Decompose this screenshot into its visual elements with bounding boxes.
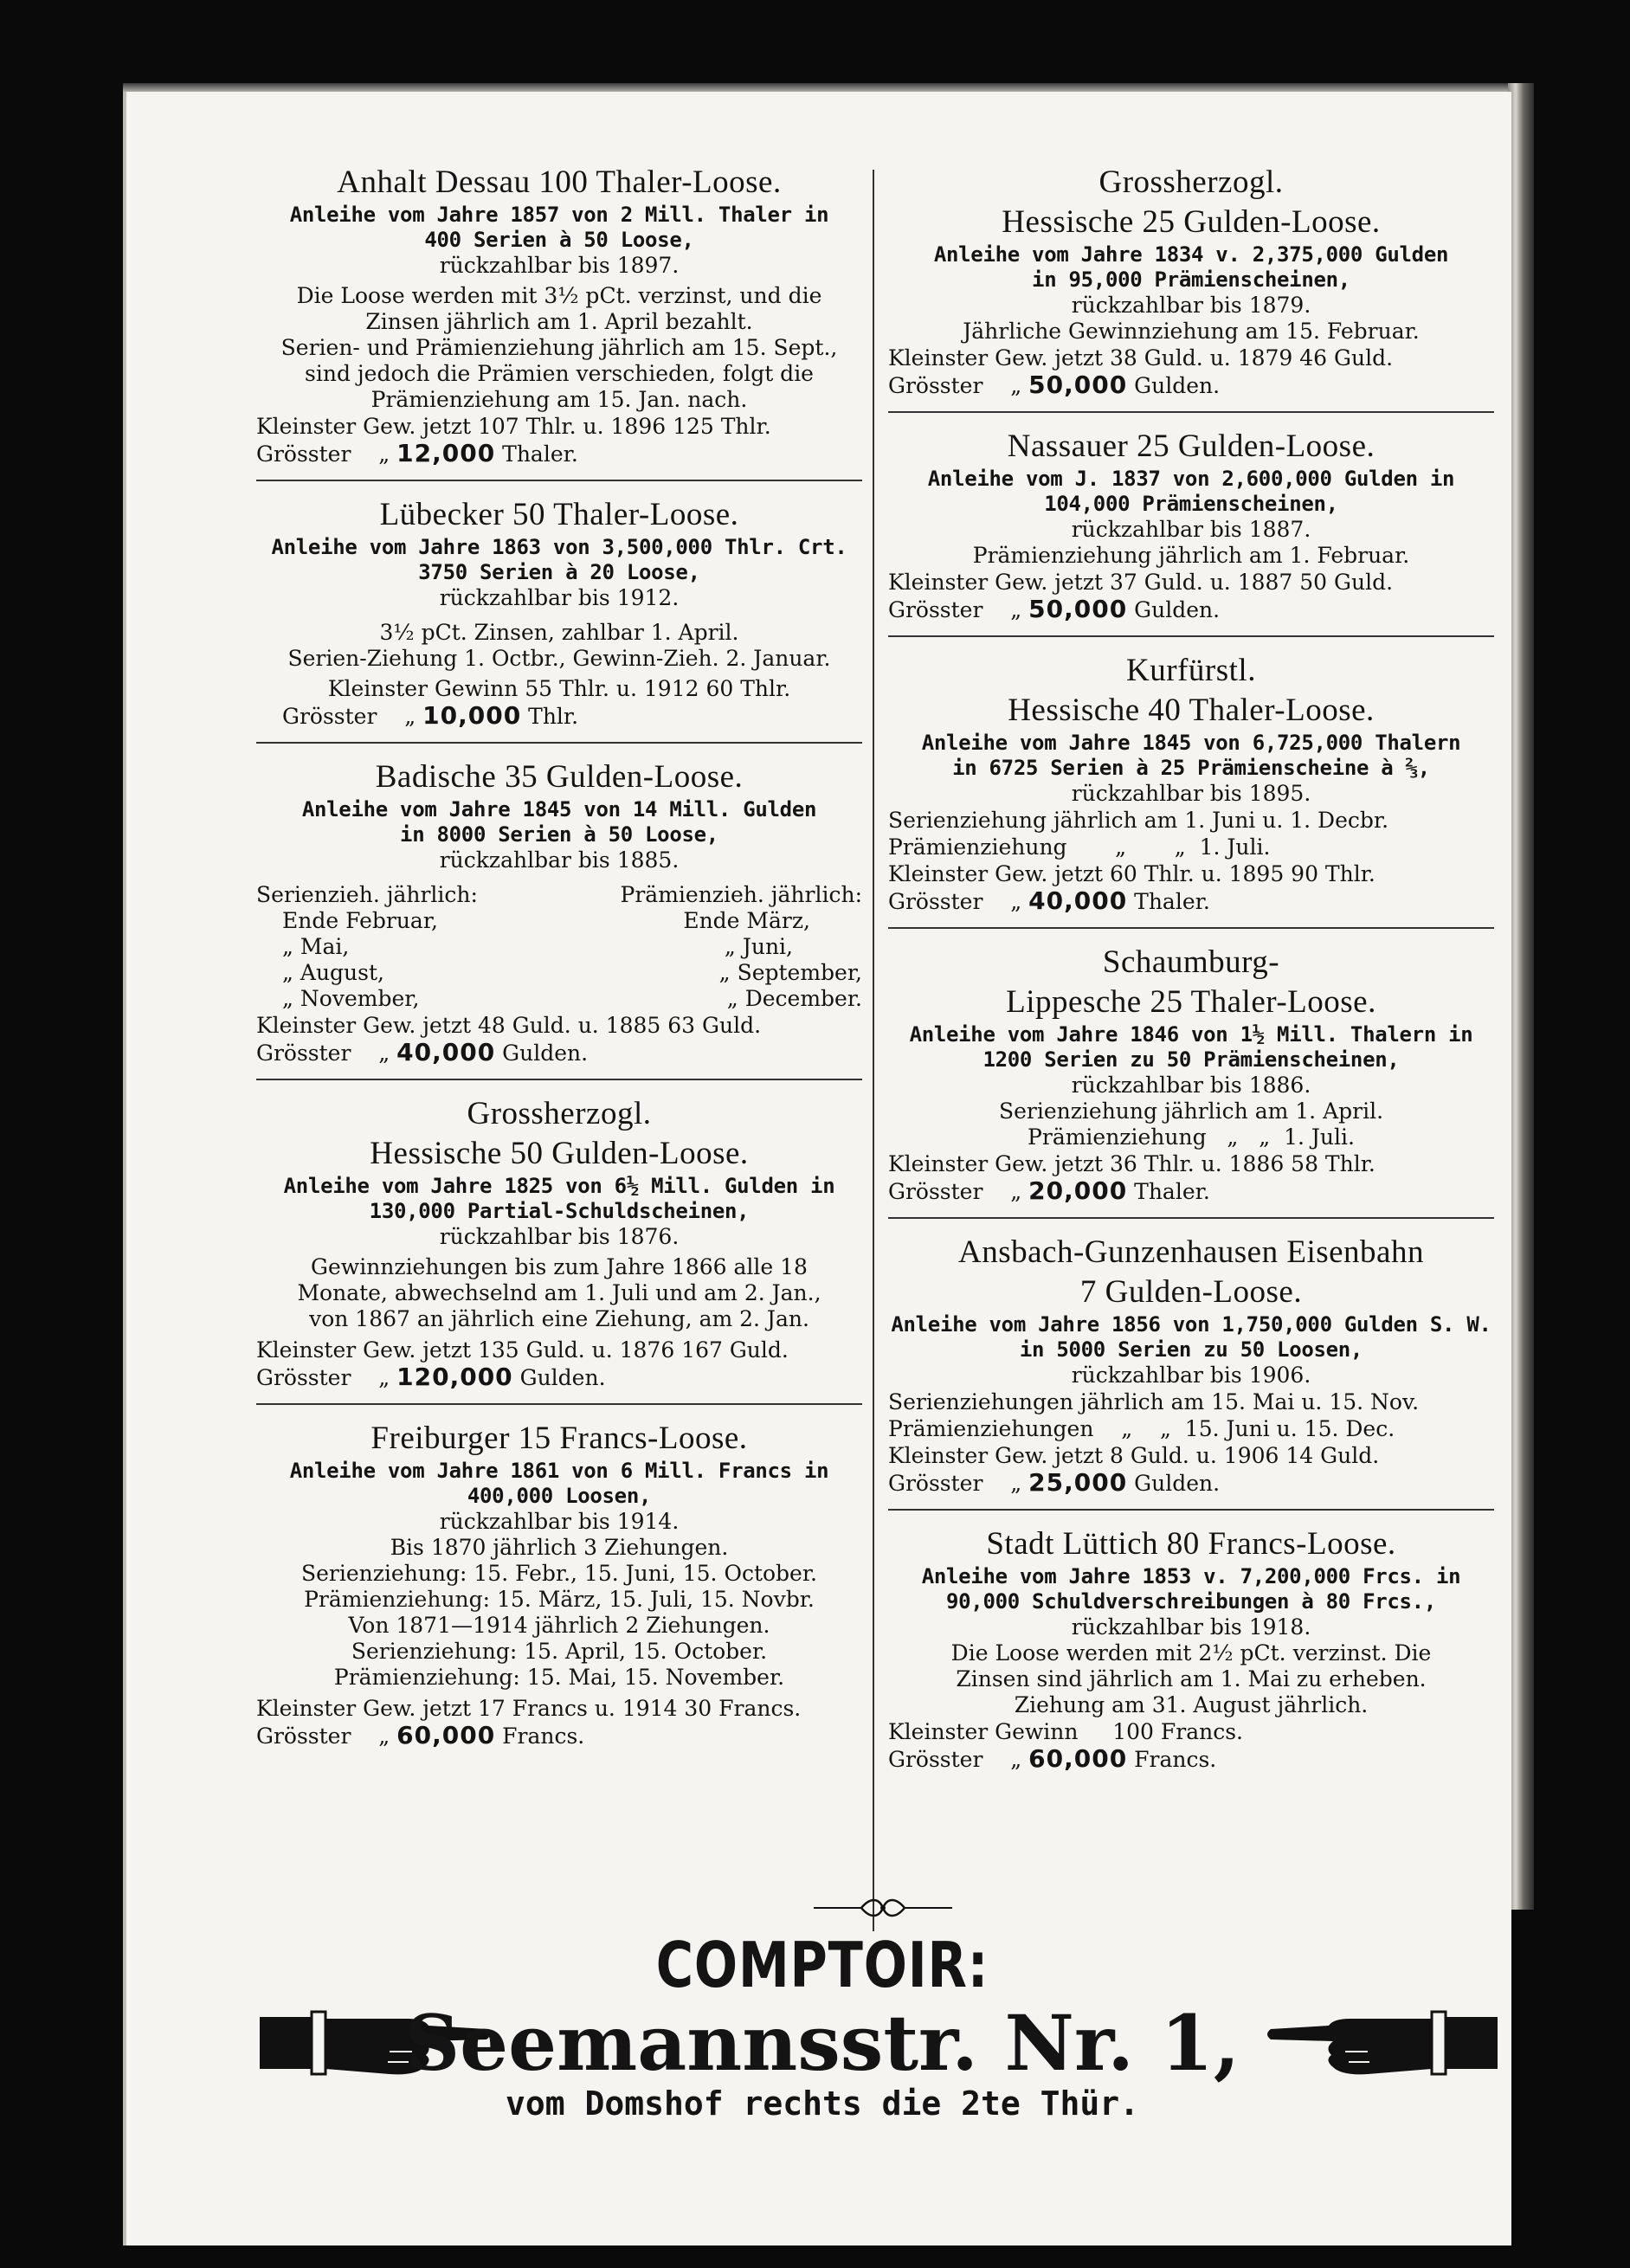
- lottery-hessen-50: [256, 1094, 862, 1391]
- text-line: Ziehung am 31. August jährlich.: [1014, 1692, 1369, 1717]
- section-separator: [888, 411, 1494, 413]
- text-line: Bis 1870 jährlich 3 Ziehungen.: [390, 1535, 729, 1560]
- loan-heading: Anleihe vom Jahre 1863 von 3,500,000 Thlr. Crt.: [271, 535, 847, 559]
- section-title: Grossherzogl.: [1098, 164, 1284, 200]
- section-title: Anhalt Dessau 100 Thaler-Loose.: [337, 164, 782, 200]
- section-separator: [888, 1217, 1494, 1219]
- lottery-baden: [256, 757, 862, 1066]
- text-line: Prämienziehung „ „ 1. Juli.: [1028, 1124, 1355, 1150]
- text-line: Die Loose werden mit 2½ pCt. verzinst. Die: [950, 1640, 1432, 1666]
- largest-prize: Grösster „ 40,000 Gulden.: [256, 1038, 589, 1066]
- text-line: Prämienziehung „ „ 1. Juli.: [888, 834, 1271, 860]
- lottery-hessen-25: [888, 163, 1494, 399]
- loan-heading: 400 Serien à 50 Loose,: [424, 228, 694, 252]
- largest-prize: Grösster „ 60,000 Francs.: [256, 1721, 585, 1749]
- loan-heading: 3750 Serien à 20 Loose,: [418, 560, 700, 584]
- largest-prize-value: 25,000: [1028, 1468, 1128, 1497]
- loan-heading: in 6725 Serien à 25 Prämienscheine à ⅔,: [952, 756, 1430, 780]
- loan-heading: Anleihe vom Jahre 1856 von 1,750,000 Gulden S. W.: [891, 1312, 1491, 1337]
- largest-prize-value: 50,000: [1028, 595, 1128, 623]
- largest-prize-value: 40,000: [1028, 886, 1128, 915]
- draw-schedule: Serienzieh. jährlich: Prämienzieh. jährlich: Ende Februar, Ende März, „ Mai, „ Juni, „ August, „ September, „ November, „ December.: [256, 882, 862, 1011]
- largest-prize: Grösster „ 50,000 Gulden.: [888, 595, 1221, 623]
- repayment-line: rückzahlbar bis 1886.: [1071, 1073, 1311, 1098]
- largest-prize: Grösster „ 10,000 Thlr.: [282, 701, 579, 730]
- section-title: Stadt Lüttich 80 Francs-Loose.: [986, 1526, 1396, 1562]
- largest-prize-value: 40,000: [396, 1038, 496, 1066]
- text-line: Jährliche Gewinnziehung am 15. Februar.: [963, 319, 1420, 344]
- repayment-line: rückzahlbar bis 1876.: [439, 1224, 680, 1249]
- prize-draw-heading: Prämienzieh. jährlich:: [620, 882, 862, 907]
- largest-prize-value: 60,000: [1028, 1744, 1128, 1773]
- text-line: Gewinnziehungen bis zum Jahre 1866 alle 18: [311, 1254, 808, 1279]
- repayment-line: rückzahlbar bis 1914.: [439, 1509, 680, 1534]
- text-line: Serienziehung jährlich am 1. Juni u. 1. Decbr.: [888, 808, 1389, 833]
- smallest-prize: Kleinster Gew. jetzt 36 Thlr. u. 1886 58 Thlr.: [888, 1151, 1376, 1176]
- loan-heading: Anleihe vom Jahre 1846 von 1½ Mill. Thalern in: [909, 1022, 1473, 1047]
- section-separator: [256, 1403, 862, 1405]
- column-divider: [873, 170, 874, 1931]
- smallest-prize: Kleinster Gewinn 55 Thlr. u. 1912 60 Thlr.: [327, 676, 791, 701]
- series-draw-heading: Serienzieh. jährlich:: [256, 882, 478, 907]
- largest-prize: Grösster „ 25,000 Gulden.: [888, 1468, 1221, 1497]
- comptoir-heading: COMPTOIR:: [655, 1929, 989, 2001]
- section-title: Hessische 40 Thaler-Loose.: [1008, 693, 1375, 728]
- text-line: Monate, abwechselnd am 1. Juli und am 2. Jan.,: [297, 1280, 821, 1305]
- largest-prize-value: 50,000: [1028, 370, 1128, 399]
- text-line: sind jedoch die Prämien verschieden, folgt die: [305, 361, 814, 386]
- smallest-prize: Kleinster Gew. jetzt 37 Guld. u. 1887 50 Guld.: [888, 570, 1394, 595]
- text-line: Prämienziehung: 15. März, 15. Juli, 15. Novbr.: [304, 1587, 815, 1612]
- lottery-schaumburg: [888, 943, 1494, 1205]
- address-line: Seemannsstr. Nr. 1,: [404, 1998, 1240, 2088]
- loan-heading: 130,000 Partial-Schuldscheinen,: [369, 1199, 750, 1223]
- section-title: Kurfürstl.: [1126, 653, 1256, 688]
- largest-prize: Grösster „ 50,000 Gulden.: [888, 370, 1221, 399]
- smallest-prize: Kleinster Gew. jetzt 38 Guld. u. 1879 46 Guld.: [888, 345, 1394, 370]
- ornament-icon: [814, 1898, 952, 1918]
- section-separator: [888, 927, 1494, 929]
- smallest-prize: Kleinster Gewinn 100 Francs.: [888, 1719, 1243, 1744]
- text-line: Prämienziehungen „ „ 15. Juni u. 15. Dec.: [888, 1416, 1395, 1441]
- text-line: Serienziehungen jährlich am 15. Mai u. 15. Nov.: [888, 1389, 1420, 1414]
- loan-heading: in 5000 Serien zu 50 Loosen,: [1019, 1337, 1363, 1362]
- repayment-line: rückzahlbar bis 1879.: [1071, 293, 1311, 318]
- section-title: Schaumburg-: [1102, 944, 1280, 980]
- section-title: Grossherzogl.: [467, 1096, 652, 1131]
- text-line: Serienziehung: 15. April, 15. October.: [351, 1639, 768, 1664]
- smallest-prize: Kleinster Gew. jetzt 8 Guld. u. 1906 14 Guld.: [888, 1443, 1380, 1468]
- largest-prize-value: 10,000: [422, 701, 522, 730]
- text-line: Serienziehung: 15. Febr., 15. Juni, 15. October.: [301, 1561, 817, 1586]
- lottery-nassau: [888, 427, 1494, 623]
- pointing-hand-left-icon: [1264, 2000, 1498, 2086]
- left-column: [256, 163, 862, 1749]
- text-line: Serien-Ziehung 1. Octbr., Gewinn-Zieh. 2. Januar.: [287, 646, 831, 671]
- page-side-edge: [1508, 83, 1534, 1910]
- largest-prize: Grösster „ 12,000 Thaler.: [256, 439, 578, 467]
- lottery-freiburg: [256, 1419, 862, 1749]
- section-separator: [256, 742, 862, 744]
- repayment-line: rückzahlbar bis 1918.: [1071, 1614, 1311, 1640]
- section-title: Lippesche 25 Thaler-Loose.: [1006, 984, 1376, 1020]
- lottery-luebeck: [256, 495, 862, 730]
- text-line: Die Loose werden mit 3½ pCt. verzinst, und die: [296, 283, 822, 308]
- repayment-line: rückzahlbar bis 1897.: [439, 253, 680, 278]
- section-title: Ansbach-Gunzenhausen Eisenbahn: [958, 1234, 1424, 1270]
- loan-heading: Anleihe vom Jahre 1861 von 6 Mill. Francs in: [289, 1459, 829, 1483]
- loan-heading: Anleihe vom Jahre 1834 v. 2,375,000 Gulden: [933, 242, 1449, 267]
- loan-heading: 400,000 Loosen,: [467, 1484, 652, 1508]
- section-title: Badische 35 Gulden-Loose.: [375, 759, 744, 795]
- document-page: [123, 92, 1511, 2245]
- largest-prize: Grösster „ 120,000 Gulden.: [256, 1363, 606, 1391]
- loan-heading: 90,000 Schuldverschreibungen à 80 Frcs.,: [946, 1589, 1436, 1614]
- largest-prize: Grösster „ 40,000 Thaler.: [888, 886, 1210, 915]
- repayment-line: rückzahlbar bis 1906.: [1071, 1363, 1311, 1388]
- section-title: Lübecker 50 Thaler-Loose.: [379, 497, 739, 532]
- right-column: [888, 163, 1494, 1773]
- text-line: 3½ pCt. Zinsen, zahlbar 1. April.: [379, 620, 739, 645]
- text-line: Prämienziehung: 15. Mai, 15. November.: [333, 1665, 785, 1690]
- loan-heading: Anleihe vom Jahre 1845 von 6,725,000 Thalern: [921, 731, 1461, 755]
- smallest-prize: Kleinster Gew. jetzt 60 Thlr. u. 1895 90 Thlr.: [888, 861, 1376, 886]
- section-separator: [256, 1079, 862, 1080]
- largest-prize: Grösster „ 60,000 Francs.: [888, 1744, 1217, 1773]
- loan-heading: Anleihe vom Jahre 1845 von 14 Mill. Gulden: [301, 797, 817, 822]
- section-title: Hessische 50 Gulden-Loose.: [370, 1136, 749, 1171]
- loan-heading: 1200 Serien zu 50 Prämienscheinen,: [983, 1047, 1400, 1072]
- largest-prize-value: 60,000: [396, 1721, 496, 1749]
- lottery-luettich: [888, 1524, 1494, 1773]
- section-title: Freiburger 15 Francs-Loose.: [370, 1421, 748, 1456]
- loan-heading: 104,000 Prämienscheinen,: [1044, 492, 1338, 516]
- section-title: 7 Gulden-Loose.: [1079, 1274, 1303, 1310]
- direction-line: vom Domshof rechts die 2te Thür.: [505, 2084, 1140, 2123]
- text-line: Von 1871—1914 jährlich 2 Ziehungen.: [348, 1613, 770, 1638]
- lottery-hessen-40: [888, 651, 1494, 915]
- section-separator: [888, 635, 1494, 637]
- loan-heading: Anleihe vom J. 1837 von 2,600,000 Gulden in: [927, 467, 1455, 491]
- section-title: Nassauer 25 Gulden-Loose.: [1007, 428, 1376, 464]
- text-line: Serien- und Prämienziehung jährlich am 15. Sept.,: [280, 335, 838, 360]
- repayment-line: rückzahlbar bis 1885.: [439, 847, 680, 873]
- repayment-line: rückzahlbar bis 1895.: [1071, 781, 1311, 806]
- text-line: von 1867 an jährlich eine Ziehung, am 2. Jan.: [309, 1306, 809, 1331]
- loan-heading: Anleihe vom Jahre 1857 von 2 Mill. Thaler in: [289, 203, 829, 227]
- section-separator: [256, 480, 862, 481]
- largest-prize-value: 12,000: [396, 439, 496, 467]
- loan-heading: in 8000 Serien à 50 Loose,: [400, 822, 718, 847]
- lottery-anhalt: [256, 163, 862, 467]
- text-line: Serienziehung jährlich am 1. April.: [998, 1099, 1384, 1124]
- largest-prize: Grösster „ 20,000 Thaler.: [888, 1176, 1210, 1205]
- text-line: Zinsen sind jährlich am 1. Mai zu erheben.: [956, 1666, 1427, 1691]
- largest-prize-value: 20,000: [1028, 1176, 1128, 1205]
- text-line: Prämienziehung jährlich am 1. Februar.: [972, 543, 1410, 568]
- text-line: Prämienziehung am 15. Jan. nach.: [370, 387, 748, 412]
- section-separator: [888, 1509, 1494, 1511]
- smallest-prize: Kleinster Gew. jetzt 107 Thlr. u. 1896 125 Thlr.: [256, 414, 771, 439]
- smallest-prize: Kleinster Gew. jetzt 135 Guld. u. 1876 167 Guld.: [256, 1337, 789, 1363]
- smallest-prize: Kleinster Gew. jetzt 17 Francs u. 1914 30 Francs.: [256, 1696, 802, 1721]
- loan-heading: Anleihe vom Jahre 1853 v. 7,200,000 Frcs. in: [921, 1564, 1461, 1588]
- lottery-ansbach: [888, 1233, 1494, 1497]
- text-line: Zinsen jährlich am 1. April bezahlt.: [365, 309, 753, 334]
- loan-heading: Anleihe vom Jahre 1825 von 6½ Mill. Gulden in: [283, 1174, 835, 1198]
- smallest-prize: Kleinster Gew. jetzt 48 Guld. u. 1885 63 Guld.: [256, 1013, 762, 1038]
- section-title: Hessische 25 Gulden-Loose.: [1002, 204, 1381, 240]
- largest-prize-value: 120,000: [396, 1363, 513, 1391]
- repayment-line: rückzahlbar bis 1887.: [1071, 517, 1311, 542]
- loan-heading: in 95,000 Prämienscheinen,: [1032, 267, 1350, 292]
- repayment-line: rückzahlbar bis 1912.: [439, 585, 680, 610]
